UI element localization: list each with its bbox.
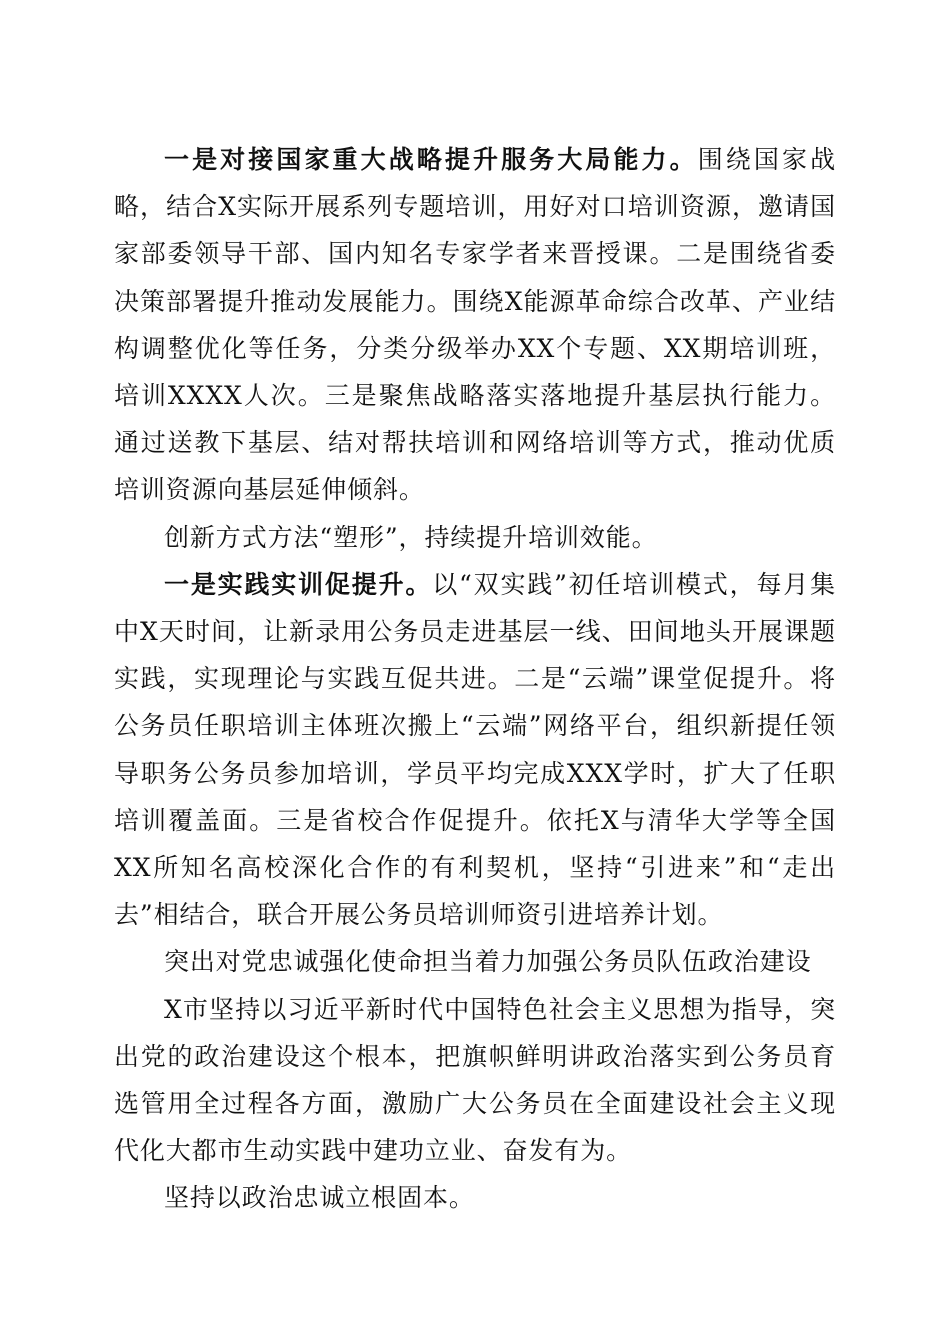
paragraph-text: 坚持以政治忠诚立根固本。 (164, 1183, 475, 1213)
paragraph-serve-overall (114, 136, 836, 514)
paragraph-innovation-heading (114, 514, 836, 561)
paragraph-text: X市坚持以习近平新时代中国特色社会主义思想为指导，突出党的政治建设这个根本，把旗帜鲜明讲政治落实到公务员育选管用全过程各方面，激励广大公务员在全面建设社会主义现代化大都市生动实践中建功立业、奋发有为。 (114, 994, 836, 1166)
paragraph-political-heading (114, 938, 836, 985)
paragraph-text: 围绕国家战略，结合X实际开展系列专题培训，用好对口培训资源，邀请国家部委领导干部、国内知名专家学者来晋授课。二是围绕省委决策部署提升推动发展能力。围绕X能源革命综合改革、产业结构调整优化等任务，分类分级举办XX个专题、XX期培训班，培训XXXX人次。三是聚焦战略落实落地提升基层执行能力。通过送教下基层、结对帮扶培训和网络培训等方式，推动优质培训资源向基层延伸倾斜。 (114, 145, 836, 505)
paragraph-loyalty-heading (114, 1174, 836, 1221)
paragraph-lead: 一是对接国家重大战略提升服务大局能力。 (164, 145, 698, 174)
paragraph-text: 创新方式方法“塑形”，持续提升培训效能。 (164, 522, 658, 552)
paragraph-lead: 一是实践实训促提升。 (164, 569, 433, 599)
paragraph-city-guidance (114, 986, 836, 1175)
paragraph-practice-training (114, 561, 836, 939)
paragraph-text: 以“双实践”初任培训模式，每月集中X天时间，让新录用公务员走进基层一线、田间地头开展课题实践，实现理论与实践互促共进。二是“云端”课堂促提升。将公务员任职培训主体班次搬上“云端”网络平台，组织新提任领导职务公务员参加培训，学员平均完成XXX学时，扩大了任职培训覆盖面。三是省校合作促提升。依托X与清华大学等全国XX所知名高校深化合作的有利契机，坚持“引进来”和“走出去”相结合，联合开展公务员培训师资引进培养计划。 (114, 569, 836, 930)
paragraph-text: 突出对党忠诚强化使命担当着力加强公务员队伍政治建设 (164, 947, 812, 977)
document-body (114, 136, 836, 1222)
